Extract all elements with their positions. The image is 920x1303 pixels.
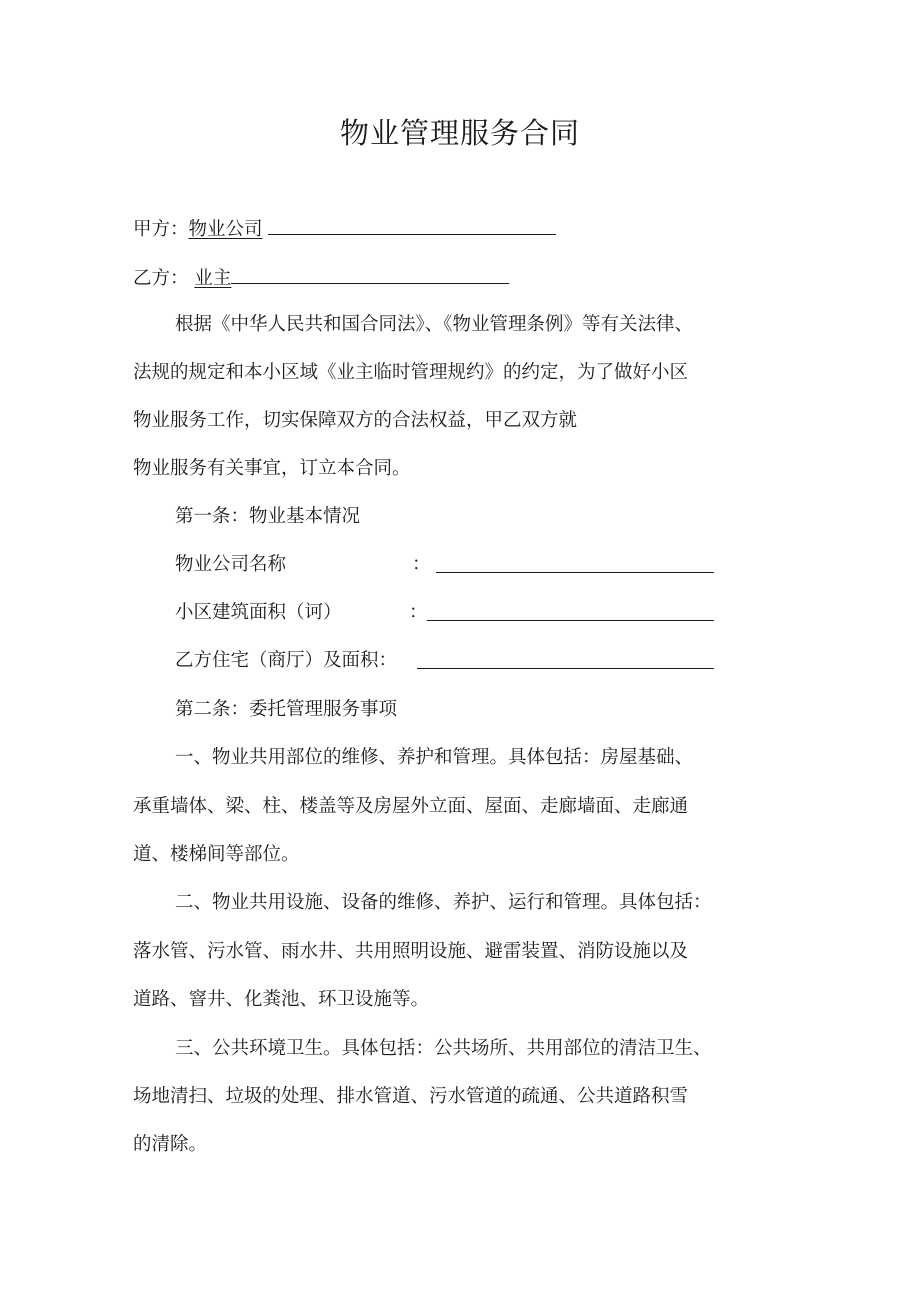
field-label: 乙方住宅（商厅）及面积： (175, 650, 398, 671)
party-a-value: 物业公司 (188, 219, 263, 240)
field-building-area-blank (427, 601, 714, 621)
party-b-value: 业主 (194, 268, 232, 289)
party-a-blank (268, 215, 556, 235)
field-residence-area (175, 648, 397, 674)
field-label: 小区建筑面积（诃） (175, 602, 342, 623)
party-b-blank (231, 264, 509, 284)
party-a-line (133, 215, 556, 243)
party-b-line (133, 264, 509, 292)
preamble-line: 法规的规定和本小区域《业主临时管理规约》的约定，为了做好小区 (133, 362, 689, 383)
article-1-heading: 第一条：物业基本情况 (175, 506, 361, 527)
preamble-line: 根据《中华人民共和国合同法》、《物业管理条例》等有关法律、 (175, 314, 694, 335)
field-colon: ： (409, 602, 428, 623)
preamble-line: 物业服务工作，切实保障双方的合法权益，甲乙双方就 (133, 410, 578, 431)
article-2-item-2-line: 二、物业共用设施、设备的维修、养护、运行和管理。具体包括： (175, 892, 712, 913)
article-2-heading: 第二条：委托管理服务事项 (175, 699, 398, 720)
article-2-item-3-line: 三、公共环境卫生。具体包括：公共场所、共用部位的清洁卫生、 (175, 1038, 712, 1059)
document-title: 物业管理服务合同 (339, 116, 580, 150)
field-building-area (175, 600, 342, 626)
field-residence-area-blank (417, 649, 714, 669)
field-company-name (175, 552, 286, 578)
article-2-item-3-line: 场地清扫、垃圾的处理、排水管道、污水管道的疏通、公共道路积雪 (133, 1086, 689, 1107)
article-2-item-1-line: 道、楼梯间等部位。 (133, 844, 300, 865)
article-2-item-3-line: 的清除。 (133, 1134, 208, 1155)
party-b-label: 乙方： (133, 268, 189, 289)
field-company-name-blank (436, 553, 714, 573)
article-2-item-1-line: 一、物业共用部位的维修、养护和管理。具体包括：房屋基础、 (175, 747, 694, 768)
field-colon: ： (412, 554, 431, 575)
preamble-line: 物业服务有关事宜，订立本合同。 (133, 458, 411, 479)
field-label: 物业公司名称 (175, 554, 287, 575)
article-2-item-1-line: 承重墙体、梁、柱、楼盖等及房屋外立面、屋面、走廊墙面、走廊通 (133, 796, 689, 817)
article-2-item-2-line: 落水管、污水管、雨水井、共用照明设施、避雷装置、消防设施以及 (133, 941, 689, 962)
party-a-label: 甲方： (133, 219, 189, 240)
article-2-item-2-line: 道路、窨井、化粪池、环卫设施等。 (133, 989, 430, 1010)
